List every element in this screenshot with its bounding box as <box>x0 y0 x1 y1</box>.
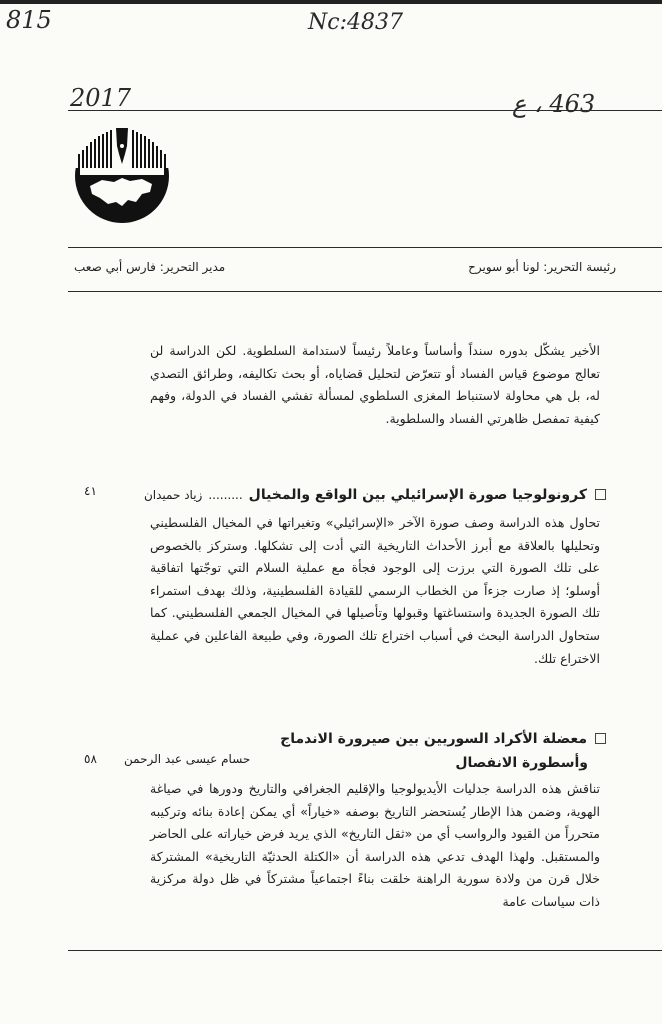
article-2-heading <box>280 728 606 747</box>
masthead-rule-bottom <box>68 291 662 292</box>
header-rule-top <box>68 110 662 111</box>
top-edge <box>0 0 662 4</box>
intro-paragraph: الأخير يشكّل بدوره سنداً وأساساً وعاملاً رئيساً لاستدامة السلطوية. لكن الدراسة لن تعالج موضوع قياس الفساد أو تتعرّض لتحليل قضاياه، أو بحث تكاليفه، وطرائق التصدي له، بل هي محاولة لاستنباط المغزى السلطوي لمسألة تفشي الفساد في الدولة، وفهم كيفية تمفصل ظاهرتي الفساد والسلطوية. <box>150 343 600 426</box>
masthead-rule-top <box>68 247 662 248</box>
handwritten-classification: 463 ، ع <box>512 90 596 118</box>
footer-rule <box>68 950 662 951</box>
article-2-title-line2: وأسطورة الانفصال <box>455 755 588 771</box>
handwritten-year: 2017 <box>70 84 132 112</box>
handwritten-accession-number: Nc:4837 <box>308 10 403 35</box>
article-1-author: زياد حميدان <box>143 488 203 502</box>
article-1-bullet-icon <box>595 489 606 500</box>
article-2-author: حسام عيسى عبد الرحمن <box>124 752 251 766</box>
article-2-title-line2-wrap <box>455 752 588 771</box>
handwritten-page-number: 815 <box>6 6 52 34</box>
editor-in-chief-credit: رئيسة التحرير: لونا أبو سويرح <box>468 260 616 274</box>
managing-editor-credit: مدير التحرير: فارس أبي صعب <box>74 260 226 274</box>
article-1-heading <box>144 484 606 503</box>
article-1-page-number: ٤١ <box>84 484 97 498</box>
publisher-logo-icon <box>72 124 172 224</box>
article-1-title: كرونولوجيا صورة الإسرائيلي بين الواقع والمخيال <box>248 487 587 503</box>
article-2-title-line1: معضلة الأكراد السوريين بين صيرورة الاندماج <box>280 731 587 747</box>
article-2-bullet-icon <box>595 733 606 744</box>
article-1-leader: ......... <box>208 488 243 502</box>
article-1-abstract: تحاول هذه الدراسة وصف صورة الآخر «الإسرائيلي» وتغيراتها في المخيال الفلسطيني وتحليلها بالعلاقة مع أبرز الأحداث التاريخية التي أدت إلى تشكلها. وستركز بالخصوص على تلك الصورة التي برزت إلى الوجود فجأة مع عملية السلام التي توجّتها اتفاقية أوسلو؛ إذ صارت جزءاً من الخطاب الرسمي للقيادة الفلسطينية، وذلك بهدف استمراء تلك الصورة الجديدة واستساغتها وقبولها وتأصيلها في المخيال الجمعي الفلسطيني. كما ستحاول الدراسة البحث في أسباب اختراع تلك الصورة، وفي طبيعة الفاعلين في عملية الاختراع تلك. <box>150 515 600 666</box>
article-2-abstract: تناقش هذه الدراسة جدليات الأيديولوجيا والإقليم الجغرافي والتاريخ ودورها في صياغة الهوية، وضمن هذا الإطار يُستحضر التاريخ بوصفه «خياراً» أي يمكن إعادة بنائه وتركيبه متحرراً من القيود والرواسب أي من «ثقل التاريخ» الذي يريد فرض خياراته على الحاضر والمستقبل. ولهذا الهدف تدعي هذه الدراسة أن «الكتلة الحدثيّة التاريخية» المشتركة خلال قرن من ولادة سورية الراهنة خلقت بناءً اجتماعياً مشتركاً في ظل دولة مركزية ذات سياسات عامة <box>150 781 600 909</box>
article-2-page-number: ٥٨ <box>84 752 97 766</box>
